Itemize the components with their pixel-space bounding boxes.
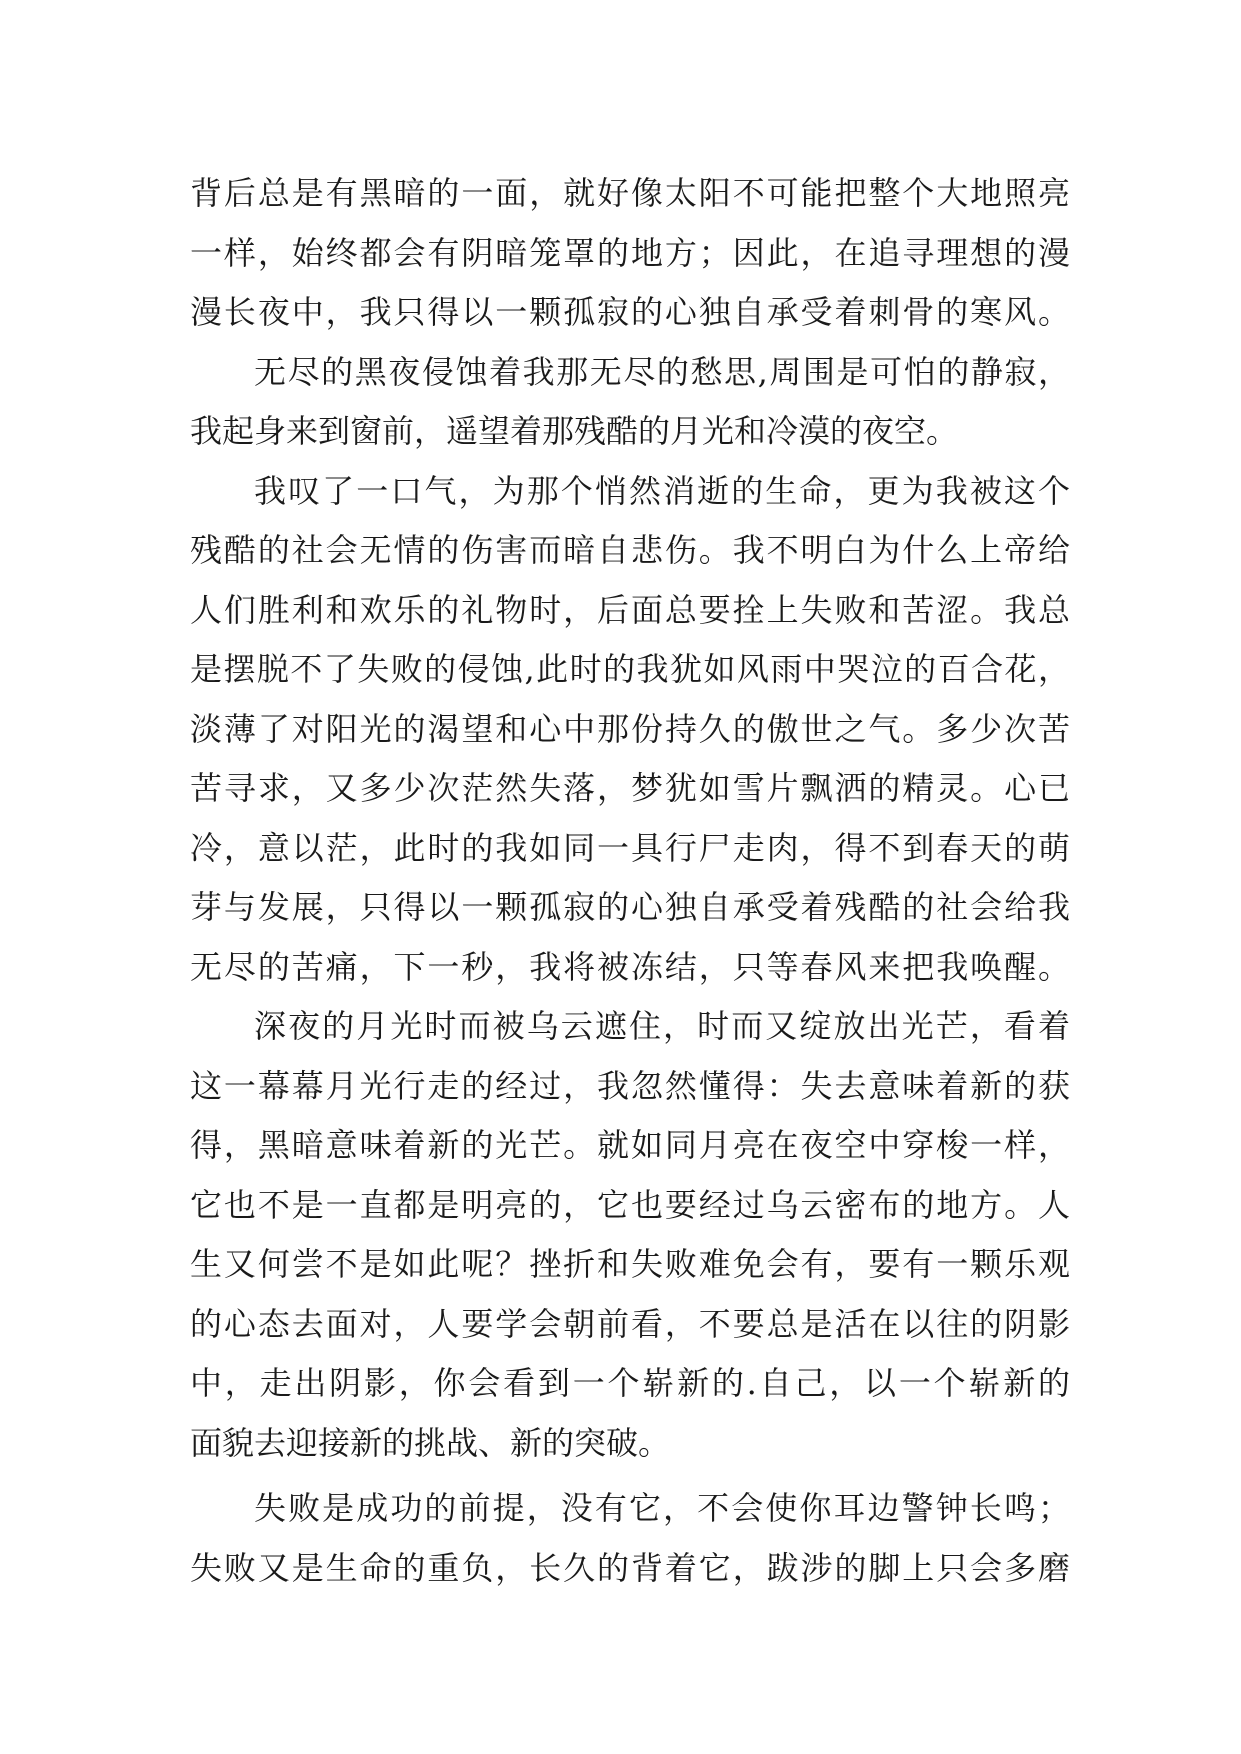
text-line: 的心态去面对，人要学会朝前看，不要总是活在以往的阴影: [190, 1304, 1070, 1343]
text-line: 人们胜利和欢乐的礼物时，后面总要拴上失败和苦涩。我总: [190, 590, 1070, 629]
text-line: 是摆脱不了失败的侵蚀,此时的我犹如风雨中哭泣的百合花，: [190, 650, 1070, 688]
text-line: 残酷的社会无情的伤害而暗自悲伤。我不明白为什么上帝给: [190, 531, 1070, 569]
paragraph-start-line: 无尽的黑夜侵蚀着我那无尽的愁思,周围是可怕的静寂，: [254, 352, 1070, 391]
text-line: 我起身来到窗前，遥望着那残酷的月光和冷漠的夜空。: [190, 412, 959, 450]
paragraph-start-line: 我叹了一口气，为那个悄然消逝的生命，更为我被这个: [254, 471, 1070, 510]
text-line: 中，走出阴影，你会看到一个崭新的.自己，以一个崭新的: [190, 1364, 1070, 1402]
text-line: 芽与发展，只得以一颗孤寂的心独自承受着残酷的社会给我: [190, 888, 1070, 926]
text-line: 得，黑暗意味着新的光芒。就如同月亮在夜空中穿梭一样，: [190, 1126, 1070, 1164]
paragraph-start-line: 深夜的月光时而被乌云遮住，时而又绽放出光芒，看着: [254, 1007, 1070, 1045]
text-line: 失败又是生命的重负，长久的背着它，跋涉的脚上只会多磨: [190, 1548, 1070, 1587]
text-line: 一样，始终都会有阴暗笼罩的地方；因此，在追寻理想的漫: [190, 233, 1070, 272]
text-line: 这一幕幕月光行走的经过，我忽然懂得：失去意味着新的获: [190, 1066, 1070, 1105]
text-line: 生又何尝不是如此呢？挫折和失败难免会有，要有一颗乐观: [190, 1245, 1070, 1283]
text-line: 它也不是一直都是明亮的，它也要经过乌云密布的地方。人: [190, 1185, 1070, 1224]
paragraph-start-line: 失败是成功的前提，没有它，不会使你耳边警钟长鸣；: [254, 1489, 1070, 1527]
document-body: [190, 164, 1070, 1598]
text-line: 漫长夜中，我只得以一颗孤寂的心独自承受着刺骨的寒风。: [190, 293, 1070, 331]
text-line: 背后总是有黑暗的一面，就好像太阳不可能把整个大地照亮: [190, 174, 1070, 212]
text-line: 淡薄了对阳光的渴望和心中那份持久的傲世之气。多少次苦: [190, 709, 1070, 748]
text-line: 苦寻求，又多少次茫然失落，梦犹如雪片飘洒的精灵。心已: [190, 769, 1070, 807]
text-line: 无尽的苦痛，下一秒，我将被冻结，只等春风来把我唤醒。: [190, 947, 1070, 986]
text-line: 面貌去迎接新的挑战、新的突破。: [190, 1423, 671, 1462]
text-line: 冷，意以茫，此时的我如同一具行尸走肉，得不到春天的萌: [190, 828, 1070, 867]
